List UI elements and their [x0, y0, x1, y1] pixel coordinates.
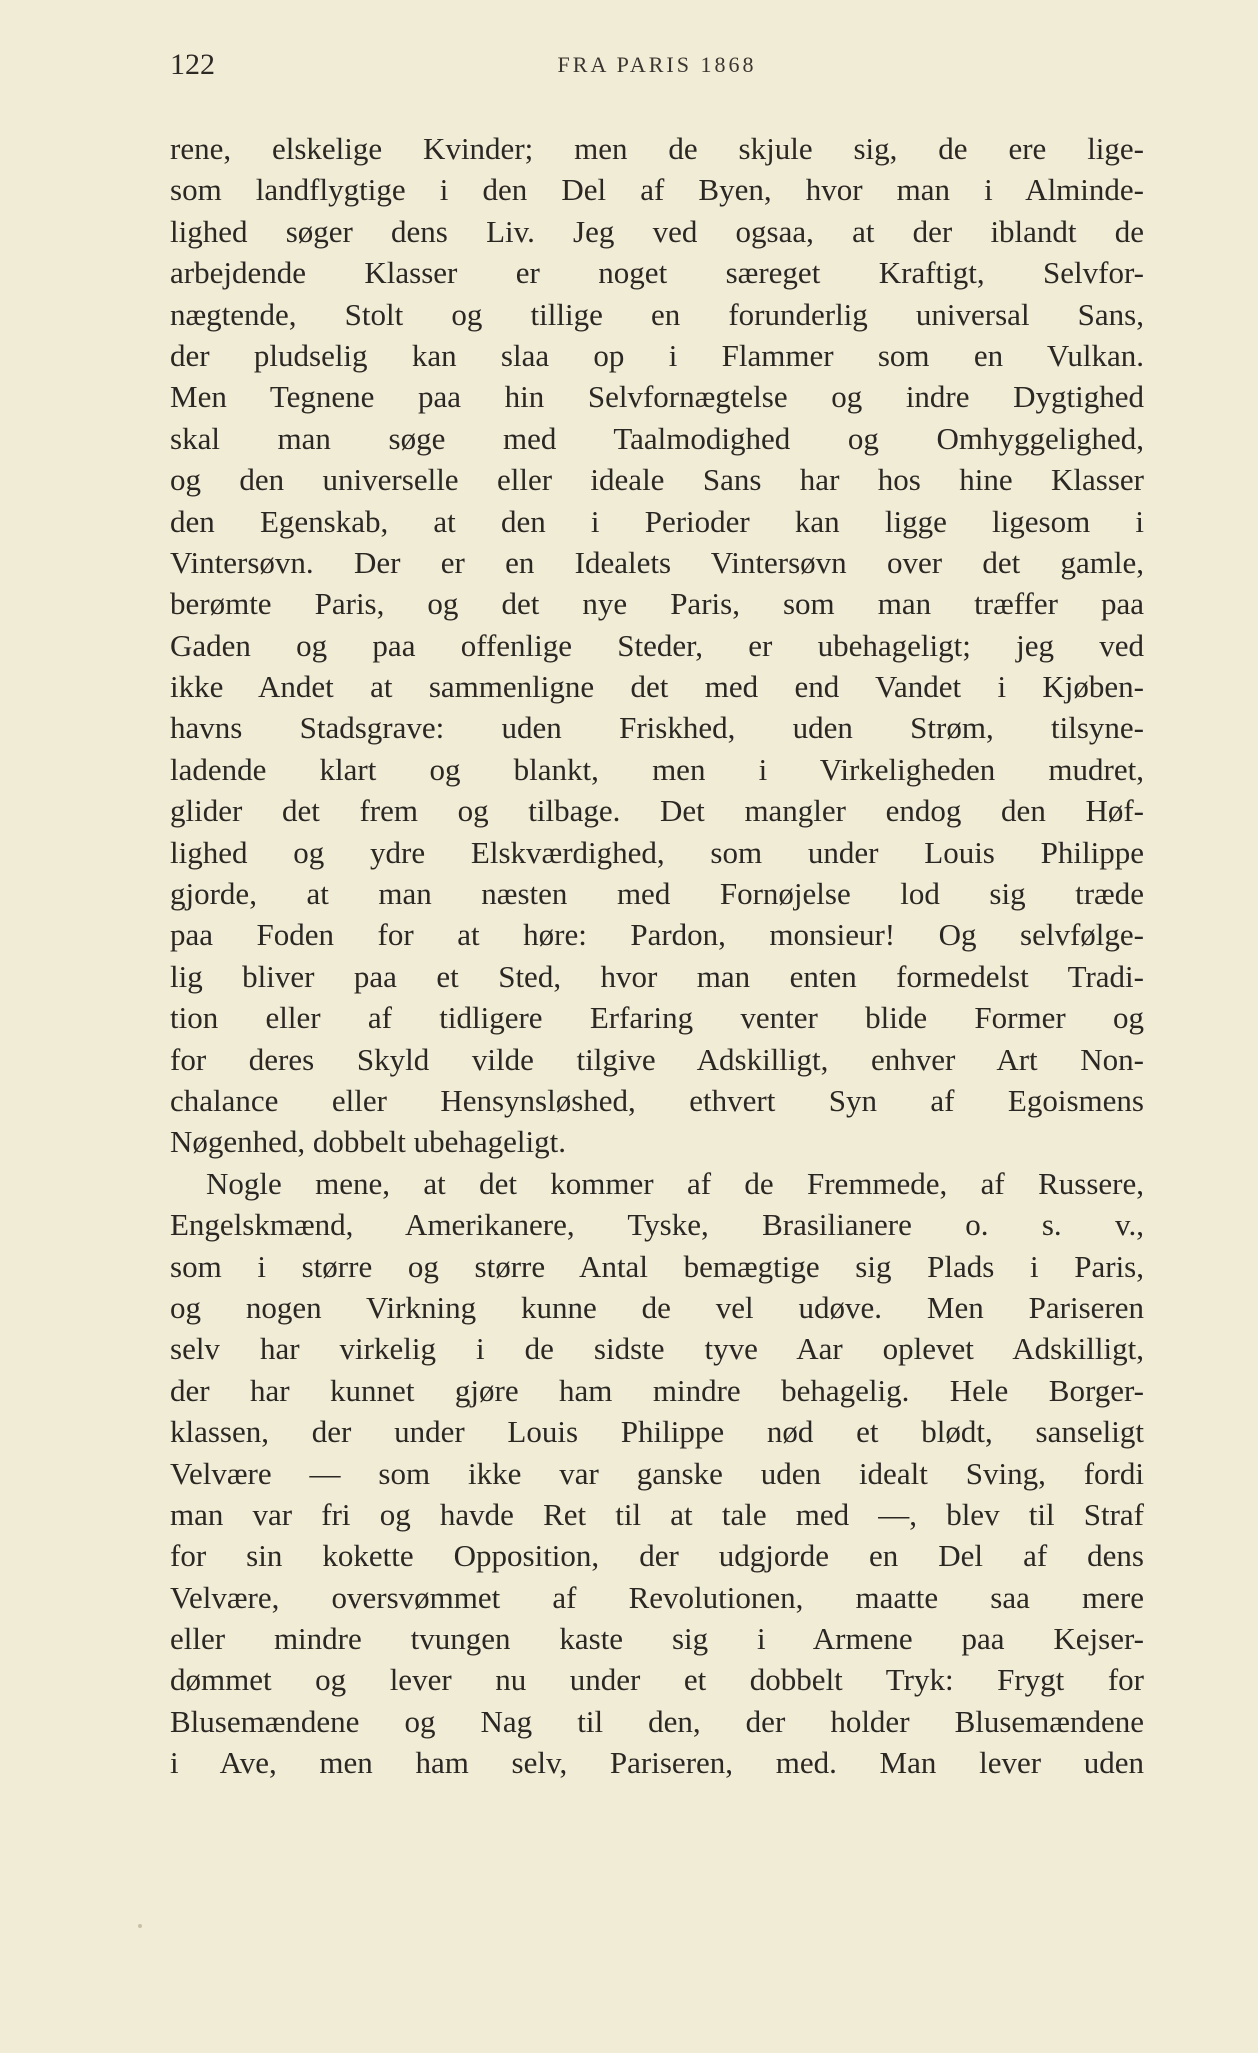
text-line: og den universelle eller ideale Sans har hos hine Klasser — [170, 462, 1144, 498]
text-line: chalance eller Hensynsløshed, ethvert Syn af Egoismens — [170, 1082, 1144, 1118]
body-text — [170, 128, 1144, 1784]
text-line: ladende klart og blankt, men i Virkeligheden mudret, — [170, 751, 1144, 787]
text-line: gjorde, at man næsten med Fornøjelse lod sig træde — [170, 876, 1144, 912]
text-line: som landflygtige i den Del af Byen, hvor man i Alminde- — [170, 172, 1144, 208]
running-head: FRA PARIS 1868 — [557, 52, 757, 77]
text-line: nægtende, Stolt og tillige en forunderlig universal Sans, — [170, 296, 1144, 332]
text-line: der pludselig kan slaa op i Flammer som en Vulkan. — [170, 337, 1144, 373]
text-line: havns Stadsgrave: uden Friskhed, uden Strøm, tilsyne- — [170, 710, 1144, 746]
text-line: Blusemændene og Nag til den, der holder Blusemændene — [170, 1703, 1144, 1739]
text-line: der har kunnet gjøre ham mindre behagelig. Hele Borger- — [170, 1372, 1144, 1408]
text-line: rene, elskelige Kvinder; men de skjule sig, de ere lige- — [170, 131, 1144, 166]
text-line: Vintersøvn. Der er en Idealets Vintersøvn over det gamle, — [170, 544, 1144, 580]
text-line: den Egenskab, at den i Perioder kan ligge ligesom i — [170, 503, 1144, 539]
text-line: som i større og større Antal bemægtige sig Plads i Paris, — [170, 1248, 1144, 1284]
text-line: Nogle mene, at det kommer af de Fremmede, af Russere, — [206, 1165, 1144, 1201]
text-line: arbejdende Klasser er noget særeget Kraftigt, Selvfor- — [170, 255, 1144, 291]
text-line: lighed og ydre Elskværdighed, som under Louis Philippe — [170, 834, 1144, 870]
text-line: Velvære — som ikke var ganske uden idealt Sving, fordi — [170, 1455, 1144, 1491]
text-line: for deres Skyld vilde tilgive Adskilligt, enhver Art Non- — [170, 1041, 1144, 1077]
text-line: eller mindre tvungen kaste sig i Armene paa Kejser- — [170, 1621, 1144, 1657]
paper-speck — [138, 1924, 142, 1928]
text-line: for sin kokette Opposition, der udgjorde en Del af dens — [170, 1538, 1144, 1574]
text-line: dømmet og lever nu under et dobbelt Tryk: Frygt for — [170, 1662, 1144, 1698]
text-line: berømte Paris, og det nye Paris, som man træffer paa — [170, 586, 1144, 622]
text-line: Nøgenhed, dobbelt ubehageligt. — [170, 1124, 567, 1160]
text-line: lig bliver paa et Sted, hvor man enten formedelst Tradi- — [170, 958, 1144, 994]
text-line: ikke Andet at sammenligne det med end Vandet i Kjøben- — [170, 669, 1144, 705]
text-line: i Ave, men ham selv, Pariseren, med. Man lever uden — [170, 1745, 1144, 1781]
text-line: Velvære, oversvømmet af Revolutionen, maatte saa mere — [170, 1579, 1144, 1615]
text-line: man var fri og havde Ret til at tale med —, blev til Straf — [170, 1496, 1144, 1532]
text-line: og nogen Virkning kunne de vel udøve. Men Pariseren — [170, 1289, 1144, 1325]
text-line: selv har virkelig i de sidste tyve Aar oplevet Adskilligt, — [170, 1331, 1144, 1367]
text-line: skal man søge med Taalmodighed og Omhyggelighed, — [170, 420, 1144, 456]
text-line: glider det frem og tilbage. Det mangler endog den Høf- — [170, 793, 1144, 829]
text-line: Gaden og paa offenlige Steder, er ubehageligt; jeg ved — [170, 627, 1144, 663]
text-line: paa Foden for at høre: Pardon, monsieur! Og selvfølge- — [170, 917, 1144, 953]
text-line: tion eller af tidligere Erfaring venter blide Former og — [170, 1000, 1144, 1036]
page-header — [170, 48, 1144, 88]
text-line: Engelskmænd, Amerikanere, Tyske, Brasilianere o. s. v., — [170, 1207, 1144, 1243]
text-line: klassen, der under Louis Philippe nød et blødt, sanseligt — [170, 1414, 1144, 1450]
text-line: Men Tegnene paa hin Selvfornægtelse og indre Dygtighed — [170, 379, 1144, 415]
text-line: lighed søger dens Liv. Jeg ved ogsaa, at der iblandt de — [170, 213, 1144, 249]
page-number: 122 — [170, 48, 215, 81]
